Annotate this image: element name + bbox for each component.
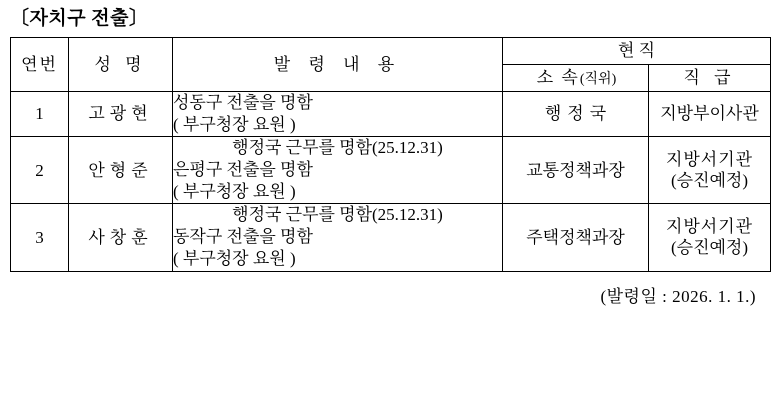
cell-rank: [649, 136, 771, 203]
cell-department: 교통정책과장: [503, 136, 649, 203]
cell-rank: [649, 204, 771, 271]
column-header-name: 성 명: [69, 37, 173, 91]
rank-line: 지방서기관: [665, 149, 754, 169]
cell-order: [173, 91, 503, 136]
cell-name: 사창훈: [69, 204, 173, 271]
order-line: 행정국 근무를 명함(25.12.31): [232, 137, 443, 157]
column-header-current-position: 현 직: [503, 37, 771, 64]
column-header-no: 연번: [11, 37, 69, 91]
appointment-table: [10, 37, 771, 272]
rank-line: 지방서기관: [665, 217, 754, 237]
cell-name: 안형준: [69, 136, 173, 203]
cell-no: 3: [11, 204, 69, 271]
column-header-department-main: 소 속: [536, 68, 580, 88]
cell-no: 1: [11, 91, 69, 136]
column-header-order: 발 령 내 용: [173, 37, 503, 91]
rank-line: (승진예정): [671, 238, 749, 258]
order-line: ( 부구청장 요원 ): [173, 182, 296, 202]
column-header-rank: 직 급: [649, 64, 771, 91]
page-title: 〔자치구 전출〕: [10, 8, 149, 29]
table-row: [11, 91, 771, 136]
order-line: 은평구 전출을 명함: [173, 160, 313, 180]
order-line: ( 부구청장 요원 ): [173, 114, 296, 134]
issue-date-note: (발령일 : 2026. 1. 1.): [600, 286, 756, 306]
rank-line: (승진예정): [671, 171, 749, 191]
cell-name: 고광현: [69, 91, 173, 136]
cell-rank: [649, 91, 771, 136]
column-header-department-sub: (직위): [579, 72, 617, 88]
column-header-department: [503, 64, 649, 91]
order-line: 성동구 전출을 명함: [173, 92, 313, 112]
order-line: ( 부구청장 요원 ): [173, 249, 296, 269]
cell-department: [503, 91, 649, 136]
table-row: [11, 136, 771, 203]
order-line: 동작구 전출을 명함: [173, 227, 313, 247]
cell-no: 2: [11, 136, 69, 203]
table-body: [11, 91, 771, 271]
table-header-row-1: [11, 37, 771, 64]
cell-department-text: 행정국: [544, 104, 613, 124]
cell-department: 주택정책과장: [503, 204, 649, 271]
rank-line: 지방부이사관: [660, 104, 759, 124]
table-header: [11, 37, 771, 91]
cell-order: [173, 204, 503, 271]
table-row: [11, 204, 771, 271]
order-line: 행정국 근무를 명함(25.12.31): [232, 205, 443, 225]
cell-order: [173, 136, 503, 203]
